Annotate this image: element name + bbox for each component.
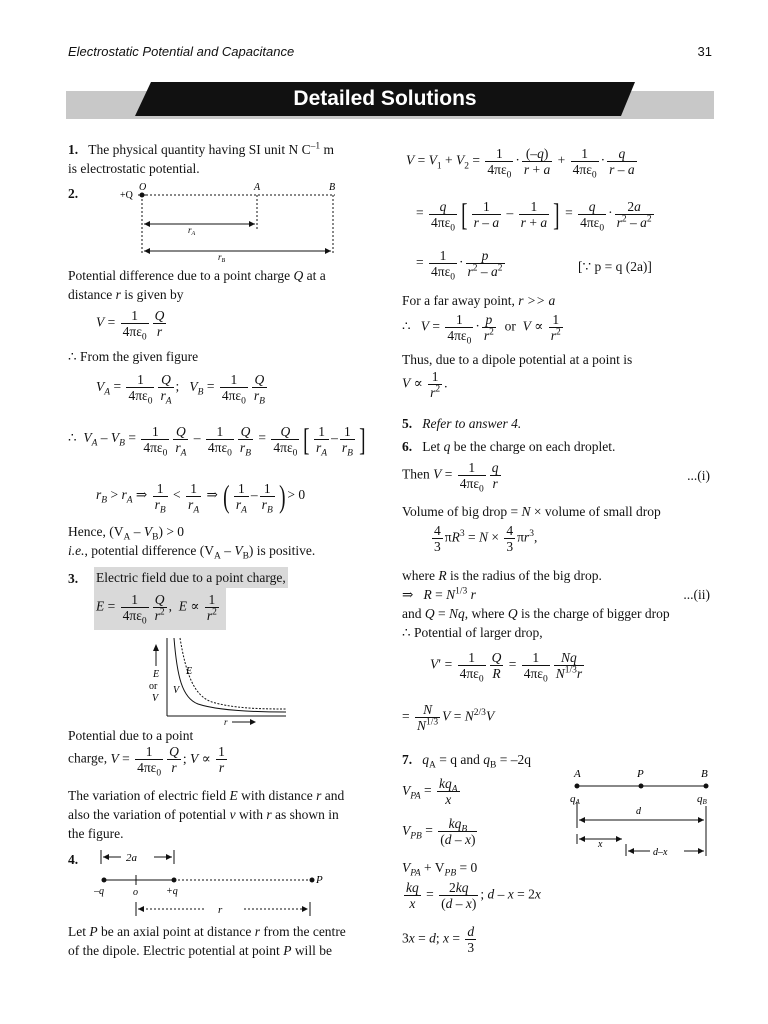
- q3-title: Electric field due to a point charge,: [94, 567, 288, 588]
- eq-v-prop: V ∝ $\frac{1}{r^2}$ .: [402, 369, 448, 400]
- fig7-qa: q: [570, 793, 576, 805]
- q7-cond-b-rest: = –2q: [496, 752, 531, 767]
- graph-v-label: V: [152, 693, 159, 704]
- q4-text2a: of the dipole. Electric potential at point: [68, 943, 280, 958]
- left-column: 1. The physical quantity having SI unit N $C^{-1}$ m is electrostatic potential. 2. +Q O A B $r_A$ $r_B$ Potential difference due to a point charge Q at a distance r is given by V = $\frac{1}{4\pi\varepsilon_0}$ $\frac{Q}{r}$ ∴ From the given figure $V_A$ = $\frac{1}{4\pi\varepsilon_0}$ $\frac{Q}{r_A}$ ; $V_B$ = $\frac{1}{4\pi\varepsilon_0}$ $\frac{Q}{r_B}$ ∴ $V_A - V_B$ = $\frac{1}{4\pi\varepsilon_0}$ $\frac{Q}{r_A}$ – $\frac{1}{4\pi\varepsilon_0}$ $\frac{Q}{r_B}$ = $\frac{Q}{4\pi\varepsilon_0}$ [ $\frac{1}{r_A}$ – $\frac{1}{r_B}$ ] $r_B > r_A$ ⇒ $\frac{1}{r_B}$ < $\frac{1}{r_A}$ ⇒ ( $\frac{1}{r_A}$ – $\frac{1}{r_B}$ ) > 0 Hence, $(V_A - V_B) > 0$ i.e., potential difference $(V_A - V_B)$ is positive. 3. Electric field due to a point charge, E = $\frac{1}{4\pi\varepsilon_0}$ $\frac{Q}{r^2}$ , E ∝ $\frac{1}{r^2}$ E or V E V r Potential due to a point charge, V = $\frac{1}{4\pi\varepsilon_0}$ $\frac{Q}{r}$ ; V ∝ $\frac{1}{r}$ The variation of electric field E with distance r and also the variation of potential v with r as shown in the figure. 4. 2a –q o +q P r Let P be an axial point at distance r from the centre of the dipole. Electric potential at point P will be: [68, 0, 378, 1024]
- q7-cond-b: q: [483, 752, 490, 767]
- q1-line2: is electrostatic potential.: [68, 161, 200, 176]
- and-q: Q: [507, 606, 518, 621]
- eq-va-minus-vb: ∴ $V_A - V_B$ = $\frac{1}{4\pi\varepsilon_0}$ $\frac{Q}{r_A}$ – $\frac{1}{4\pi\varepsilon_0}$ $\frac{Q}{r_B}$ = $\frac{Q}{4\pi\varepsilon_0}$ [ $\frac{1}{r_A}$ – $\frac{1}{r_B}$ ]: [68, 421, 366, 459]
- q4-text1-r: r: [254, 924, 260, 939]
- q3-text4-v: v: [229, 807, 236, 822]
- q4-text1c: from the centre: [263, 924, 346, 939]
- q3-text4b: with: [238, 807, 263, 822]
- page-number: 31: [697, 44, 712, 59]
- q7-number: 7.: [402, 752, 413, 767]
- q1-line1-end: m: [320, 142, 334, 157]
- eq-va-vb: $V_A$ = $\frac{1}{4\pi\varepsilon_0}$ $\frac{Q}{r_A}$ ; $V_B$ = $\frac{1}{4\pi\varepsilon_0}$ $\frac{Q}{r_B}$: [96, 372, 265, 407]
- fig4-plus-q: +q: [166, 886, 178, 897]
- graph-or-label: or: [149, 681, 158, 692]
- eq-dipole-v2: = $\frac{q}{4\pi\varepsilon_0}$ [ $\frac{1}{r - a}$ – $\frac{1}{r + a}$ ] = $\frac{q}{4\pi\varepsilon_0}$ · $\frac{2a}{r^2 - a^2}$: [416, 196, 652, 234]
- q4-text1-p: P: [89, 924, 98, 939]
- chapter-title: Electrostatic Potential and Capacitance: [68, 44, 295, 59]
- eq-sum: $V_{PA} + V_{PB} = 0$: [402, 860, 478, 879]
- q4-text2-p: P: [283, 943, 292, 958]
- fig7-qb-sub: B: [702, 798, 707, 806]
- fig7-d-minus-x: d–x: [653, 847, 668, 858]
- q3-text4c: as shown in: [274, 807, 339, 822]
- where-r: R: [438, 568, 447, 583]
- graph-v-curve-label: V: [173, 685, 180, 696]
- right-column: $V = V_1 + V_2$ = $\frac{1}{4\pi\varepsilon_0}$ · $\frac{(-q)}{r + a}$ + $\frac{1}{4\pi\varepsilon_0}$ · $\frac{q}{r - a}$ = $\frac{q}{4\pi\varepsilon_0}$ [ $\frac{1}{r - a}$ – $\frac{1}{r + a}$ ] = $\frac{q}{4\pi\varepsilon_0}$ · $\frac{2a}{r^2 - a^2}$ = $\frac{1}{4\pi\varepsilon_0}$ · $\frac{p}{r^2 - a^2}$ [∵ p = q (2a)] For a far away point, r >> a ∴ V = $\frac{1}{4\pi\varepsilon_0}$ · $\frac{p}{r^2}$ or V ∝ $\frac{1}{r^2}$ Thus, due to a dipole potential at a point is V ∝ $\frac{1}{r^2}$ . 5. Refer to answer 4. 6. Let q be the charge on each droplet. Then V = $\frac{1}{4\pi\varepsilon_0}$ $\frac{q}{r}$ ...(i) Volume of big drop = N × volume of small drop $\frac{4}{3}$ $\pi R^3 = N$ × $\frac{4}{3}$ $\pi r^3$, where R is the radius of the big drop. ⇒ $R = N^{1/3}$ r ...(ii) and Q = Nq, where Q is the charge of bigger drop ∴ Potential of larger drop, V′ = $\frac{1}{4\pi\varepsilon_0}$ $\frac{Q}{R}$ = $\frac{1}{4\pi\varepsilon_0}$ $\frac{Nq}{N^{1/3}r}$ = $\frac{N}{N^{1/3}}$ $V = N^{2/3}V$ 7. $q_A = q$ and $q_B = -2q$ $V_{PA}$ = $\frac{kq_A}{x}$ $V_{PB}$ = $\frac{kq_B}{(d - x)}$ $V_{PA} + V_{PB} = 0$ $\frac{kq}{x}$ = $\frac{2kq}{(d - x)}$ ; d – x = 2x 3x = d; x = $\frac{d}{3}$ A P B qA qB d x d–x: [402, 0, 714, 1024]
- q7-cond-a-rest: = q and: [435, 752, 480, 767]
- eq-rb-gt-ra: $r_B > r_A$ ⇒ $\frac{1}{r_B}$ < $\frac{1}{r_A}$ ⇒ ( $\frac{1}{r_A}$ – $\frac{1}{r_B}$ ) > 0: [96, 478, 306, 516]
- fig4-p: P: [316, 874, 323, 886]
- eq-v-potential: V = $\frac{1}{4\pi\varepsilon_0}$ $\frac{Q}{r}$ ; V ∝ $\frac{1}{r}$: [110, 744, 225, 779]
- svg-text:qB: [697, 793, 708, 806]
- q2-therefore: ∴ From the given figure: [68, 349, 199, 364]
- sum-end: = 0: [456, 860, 478, 875]
- volume-rest: × volume of small drop: [533, 504, 661, 519]
- q2-ie-rest: , potential difference (V: [84, 543, 214, 558]
- q1-number: 1.: [68, 142, 79, 157]
- fig4-r: r: [218, 904, 223, 916]
- q3-text1: Potential due to a point: [68, 728, 194, 743]
- q4-text1a: Let: [68, 924, 86, 939]
- svg-text:rA: [188, 225, 196, 237]
- q6-text: Let: [422, 439, 441, 454]
- q1-line1: The physical quantity having SI unit N C: [88, 142, 311, 157]
- q4-text2b: will be: [294, 943, 332, 958]
- q4-number: 4.: [68, 852, 79, 867]
- fig4-o: o: [133, 887, 138, 898]
- q7-cond-a: q: [422, 752, 429, 767]
- fig2-b-label: B: [329, 182, 336, 193]
- q3-text2: charge,: [68, 750, 108, 766]
- svg-text:rB: [218, 252, 226, 264]
- svg-text:qA: [570, 793, 581, 806]
- far-away-cond: r >> a: [518, 293, 556, 308]
- fig7-d: d: [636, 806, 641, 817]
- or-word: or: [504, 318, 516, 334]
- graph-e-label: E: [153, 669, 160, 680]
- fig2-ra: r: [188, 225, 192, 235]
- q4-dipole-figure: [94, 844, 334, 920]
- fig7-qa-sub: A: [575, 798, 580, 806]
- graph-e-curve-label: E: [186, 666, 193, 677]
- eq-big-drop-v: V′ = $\frac{1}{4\pi\varepsilon_0}$ $\frac{Q}{R}$ = $\frac{1}{4\pi\varepsilon_0}$ $\frac{Nq}{N^{1/3}r}$: [430, 650, 583, 685]
- eq-v-prime: = $\frac{N}{N^{1/3}}$ $V = N^{2/3}V$: [402, 702, 495, 733]
- q6-text-rest: be the charge on each droplet.: [453, 439, 616, 454]
- q3-number: 3.: [68, 571, 79, 586]
- fig7-qb: q: [697, 793, 703, 805]
- q2-ie: i.e.: [68, 543, 85, 558]
- fig2-q-label: +Q: [120, 190, 133, 201]
- q2-hence: Hence, (V: [68, 524, 124, 539]
- q7-figure: [566, 764, 714, 864]
- eq-far-away: ∴ V = $\frac{1}{4\pi\varepsilon_0}$ · $\frac{p}{r^2}$ or V ∝ $\frac{1}{r^2}$: [402, 312, 561, 347]
- far-away-text: For a far away point,: [402, 293, 515, 308]
- and-end: is the charge of bigger drop: [521, 606, 670, 621]
- q4-text1b: be an axial point at distance: [101, 924, 252, 939]
- eq-label-2: ...(ii): [683, 587, 710, 602]
- eq-e-field: E = $\frac{1}{4\pi\varepsilon_0}$ $\frac{Q}{r^2}$ , E ∝ $\frac{1}{r^2}$: [96, 592, 217, 627]
- and-text: and: [402, 606, 422, 621]
- q2-number: 2.: [68, 186, 79, 201]
- fig2-o-label: O: [139, 182, 147, 193]
- volume-n: N: [521, 504, 531, 519]
- eq-x-result: 3x = d; x = $\frac{d}{3}$: [402, 924, 475, 955]
- sum-eq: + V: [420, 860, 445, 875]
- eq-kq-ratio: $\frac{kq}{x}$ = $\frac{2kq}{(d - x)}$ ; d – x = 2x: [406, 880, 541, 911]
- q3-graph: [146, 636, 288, 728]
- q2-text1-q: Q: [293, 268, 304, 283]
- eq-volume: $\frac{4}{3}$ $\pi R^3 = N$ × $\frac{4}{3}$ $\pi r^3$,: [434, 523, 538, 554]
- graph-r-label: r: [224, 717, 228, 727]
- q3-text3c: and: [324, 788, 345, 803]
- fig7-p: P: [637, 768, 644, 780]
- fig4-minus-q: –q: [94, 886, 104, 897]
- eq-droplet-v: Then V = $\frac{1}{4\pi\varepsilon_0}$ $\frac{q}{r}$: [402, 460, 499, 495]
- eq-dipole-v1: $V = V_1 + V_2$ = $\frac{1}{4\pi\varepsilon_0}$ · $\frac{(-q)}{r + a}$ + $\frac{1}{4\pi\varepsilon_0}$ · $\frac{q}{r - a}$: [406, 146, 635, 181]
- eq-v-point: V = $\frac{1}{4\pi\varepsilon_0}$ $\frac{Q}{r}$: [96, 308, 165, 343]
- fig7-a: A: [574, 768, 581, 780]
- where-rest: is the radius of the big drop.: [449, 568, 602, 583]
- q2-text1: Potential difference due to a point charge: [68, 268, 291, 283]
- potential-text: ∴ Potential of larger drop,: [402, 625, 543, 640]
- q5-text: Refer to answer 4.: [422, 416, 522, 431]
- thus-text: Thus, due to a dipole potential at a point is: [402, 352, 633, 367]
- eq-vpa: $V_{PA}$ = $\frac{kq_A}{x}$: [402, 776, 458, 807]
- q3-text5: the figure.: [68, 826, 124, 841]
- where-text: where: [402, 568, 435, 583]
- q3-text4a: also the variation of potential: [68, 807, 227, 822]
- volume-text: Volume of big drop =: [402, 504, 519, 519]
- dipole-note: [∵ p = q (2a)]: [578, 259, 652, 274]
- q5-number: 5.: [402, 416, 413, 431]
- eq-label-1: ...(i): [687, 468, 710, 483]
- q3-text3a: The variation of electric field: [68, 788, 227, 803]
- eq-vpb: $V_{PB}$ = $\frac{kq_B}{(d - x)}$: [402, 816, 476, 847]
- and-rest: , where: [464, 606, 505, 621]
- fig7-x: x: [598, 839, 603, 850]
- q2-distance-figure: [120, 180, 360, 266]
- q2-text2a: distance: [68, 287, 113, 302]
- banner-title: Detailed Solutions: [293, 87, 477, 110]
- fig2-a-label: A: [254, 182, 261, 193]
- q2-text1-end: at a: [306, 268, 326, 283]
- then-label: Then: [402, 466, 430, 482]
- eq-r-relation: ⇒ $R = N^{1/3}$ r: [402, 586, 476, 602]
- q2-text2b: is given by: [124, 287, 184, 302]
- q3-text3b: with distance: [241, 788, 313, 803]
- q6-text-q: q: [443, 439, 451, 454]
- q2-text2-r: r: [115, 287, 121, 302]
- q2-ie-end: ) is positive.: [248, 543, 316, 558]
- q7-cond-a-sub: A: [429, 760, 436, 771]
- q6-number: 6.: [402, 439, 413, 454]
- q1-sup: –1: [310, 141, 321, 152]
- q7-cond-b-sub: B: [489, 760, 497, 771]
- fig2-rb-sub: B: [221, 258, 226, 264]
- eq-dipole-v3: = $\frac{1}{4\pi\varepsilon_0}$ · $\frac{p}{r^2 - a^2}$: [416, 248, 503, 283]
- fig7-b: B: [701, 768, 708, 780]
- fig4-2a: 2a: [126, 852, 137, 864]
- fig2-rb: r: [218, 252, 222, 262]
- q2-hence-rest: ) > 0: [158, 524, 185, 539]
- fig2-ra-sub: A: [191, 231, 196, 237]
